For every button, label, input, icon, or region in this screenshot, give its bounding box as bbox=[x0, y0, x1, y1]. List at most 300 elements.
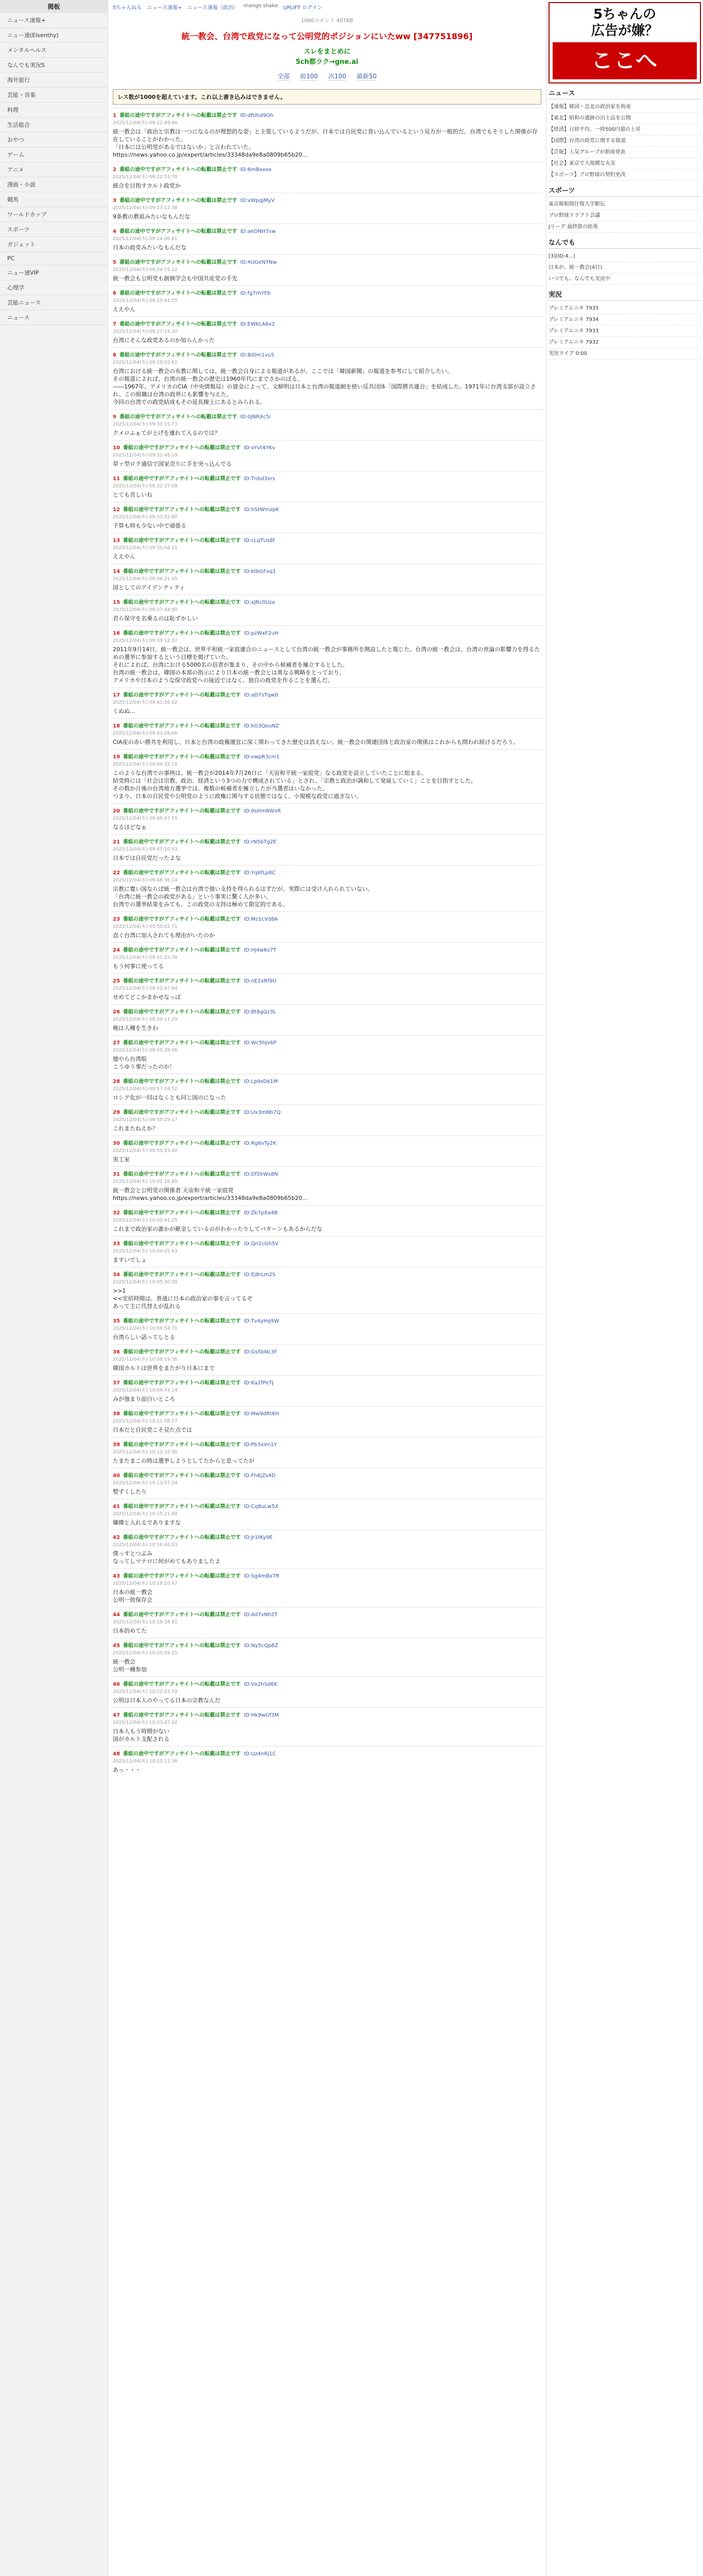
post-user-id[interactable]: ID:Vx2hSd6K bbox=[244, 1682, 278, 1687]
post-number[interactable]: 27 bbox=[113, 1040, 120, 1046]
post-header bbox=[113, 1270, 541, 1278]
post-body: 憶やら台湾版 こうゆう事だったのか！ bbox=[113, 1056, 175, 1070]
post bbox=[111, 973, 543, 1004]
post-number[interactable]: 11 bbox=[113, 476, 120, 482]
post-number[interactable]: 34 bbox=[113, 1272, 120, 1278]
side-link[interactable]: 【速報】韓国・忠北の政治家を拘束 bbox=[548, 101, 701, 113]
post-number[interactable]: 44 bbox=[113, 1612, 120, 1618]
post-user-id[interactable]: ID:nE2xRf9U bbox=[244, 978, 277, 984]
post-user-id[interactable]: ID:Wc5hJv6P bbox=[244, 1040, 277, 1046]
post bbox=[111, 1638, 543, 1676]
breadcrumb-item: mango shake bbox=[243, 3, 278, 9]
post-header bbox=[113, 1316, 541, 1324]
post-body: 日本の統一教会 公明一致保存会 bbox=[113, 1589, 152, 1603]
post-body: ロシア化が一回はなくとも同じ国のになった bbox=[113, 1094, 226, 1101]
post-user-id[interactable]: ID:Ny5cQp8Z bbox=[244, 1643, 279, 1649]
post-author: 番組の途中ですがアフィサイトへの転載は禁止です bbox=[123, 947, 241, 953]
post-author: 番組の途中ですがアフィサイトへの転載は禁止です bbox=[123, 1751, 241, 1757]
post-date: 2025/12/04(木) 09:47:10.93 bbox=[113, 847, 178, 852]
post-body: CIA産の赤い勝共を利用し、日本と台湾の政権運営に深く関わってきた歴史は消えない。統一教会の関連団体と政治家の関係はこれからも問われ続けるだろう。 bbox=[113, 739, 519, 745]
pager-latest[interactable]: 最新50 bbox=[356, 73, 377, 80]
post-date: 2025/12/04(木) 09:31:46.19 bbox=[113, 453, 178, 458]
post bbox=[111, 1166, 543, 1205]
post-number[interactable]: 19 bbox=[113, 754, 120, 760]
post-author: 番組の途中ですがアフィサイトへの転載は禁止です bbox=[123, 692, 241, 698]
post-user-id[interactable]: ID:4UGeN7Nw bbox=[240, 260, 277, 265]
post-date: 2025/12/04(木) 09:54:11.29 bbox=[113, 1017, 178, 1022]
post-user-id[interactable]: ID:vWpqjMyV bbox=[240, 198, 275, 204]
post-number[interactable]: 39 bbox=[113, 1442, 120, 1448]
post-number[interactable]: 29 bbox=[113, 1110, 120, 1115]
post-author: 番組の途中ですがアフィサイトへの転載は禁止です bbox=[119, 291, 237, 296]
post-author: 番組の途中ですがアフィサイトへの転載は禁止です bbox=[119, 113, 237, 118]
post bbox=[111, 1344, 543, 1375]
post-body: このような台湾での事例は、統一教会が2014年7月26日に「天宙和平統一家庭党」なる政党を設立していたことに始まる。 結党時には「社会は宗教、政治、経済という3つの力で構成されている」とされ、「宗教と政治が調和して発展していく」ことを目指すとした。 その数か月後の台湾地方選挙では、複数の候補者を擁立したが当選者はいなかった。 つまり、日本の自民党や公明党のように政権に関与する状態ではなく、小規模な政党に過ぎない。 bbox=[113, 770, 477, 800]
post-user-id[interactable]: ID:Jr1tKy9E bbox=[244, 1535, 273, 1540]
nav-item[interactable]: 芸能・音楽 bbox=[0, 88, 108, 103]
post-date: 2025/12/04(木) 09:44:32.18 bbox=[113, 762, 178, 767]
post-header bbox=[113, 1571, 541, 1579]
post-author: 番組の途中ですがアフィサイトへの転載は禁止です bbox=[123, 1349, 241, 1355]
post bbox=[111, 347, 543, 409]
post-date: 2025/12/04(木) 10:25:12.36 bbox=[113, 1759, 178, 1764]
side-link[interactable]: 日本が、統一教会(4日) bbox=[548, 262, 701, 274]
post-author: 番組の途中ですがアフィサイトへの転載は禁止です bbox=[119, 198, 237, 204]
post bbox=[111, 1499, 543, 1530]
nav-item[interactable]: ニュース速報+ bbox=[0, 13, 108, 28]
post-number[interactable]: 31 bbox=[113, 1172, 120, 1177]
post-user-id[interactable]: ID:Tnbd3xrs bbox=[244, 476, 276, 482]
post-user-id[interactable]: ID:dfUhd9Oh bbox=[240, 113, 273, 118]
post-author: 番組の途中ですがアフィサイトへの転載は禁止です bbox=[119, 229, 237, 234]
post-number[interactable]: 46 bbox=[113, 1682, 120, 1687]
post-user-id[interactable]: ID:fg7rhYFb bbox=[240, 291, 271, 296]
post-user-id[interactable]: ID:0jNRXc5i bbox=[240, 414, 271, 420]
post-header bbox=[113, 412, 541, 420]
post-date: 2025/12/04(木) 09:27:19.20 bbox=[113, 329, 178, 334]
post-body: 宗教に寛い国ならば統一教会は台湾で強い支持を得られるはずだが、実際には受け入れられていない。 「台湾に統一教会の政党がある」という事実に驚く人が多い。 台湾での選挙結果をみても、この政党の支持は極めて限定的である。 bbox=[113, 886, 373, 908]
post-body: みが強まり面白いところ bbox=[113, 1396, 175, 1402]
nav-list bbox=[0, 13, 108, 325]
post-author: 番組の途中ですがアフィサイトへの転載は禁止です bbox=[123, 978, 241, 984]
post-header bbox=[113, 350, 541, 358]
post-date: 2025/12/04(木) 09:59:53.40 bbox=[113, 1148, 178, 1154]
post-body: 日本では自民党だったよな bbox=[113, 855, 181, 861]
post-header bbox=[113, 1239, 541, 1247]
post-body: 統合を目指すカルト政党か bbox=[113, 182, 181, 189]
nav-item[interactable]: PC bbox=[0, 252, 108, 265]
post-header bbox=[113, 1680, 541, 1687]
post bbox=[111, 316, 543, 347]
post bbox=[111, 1676, 543, 1707]
post-author: 番組の途中ですがアフィサイトへの転載は禁止です bbox=[123, 538, 241, 544]
post-user-id[interactable]: ID:0sHm8WxR bbox=[244, 808, 281, 814]
post-header bbox=[113, 1502, 541, 1510]
post-user-id[interactable]: ID:Gs5bNc3F bbox=[244, 1349, 278, 1355]
login-link[interactable]: UPLIFT ログイン bbox=[283, 5, 323, 11]
post-author: 番組の途中ですがアフィサイトへの転載は禁止です bbox=[123, 1411, 241, 1417]
post-body: 国としてのアイデンティティ bbox=[113, 584, 185, 591]
post bbox=[111, 1267, 543, 1313]
post-header bbox=[113, 505, 541, 513]
post-number[interactable]: 24 bbox=[113, 947, 120, 953]
post-number[interactable]: 16 bbox=[113, 631, 120, 636]
nav-item[interactable]: ワールドカップ bbox=[0, 207, 108, 222]
post-number[interactable]: 45 bbox=[113, 1643, 120, 1649]
side-link[interactable]: 【スポーツ】プロ野球の契約更改 bbox=[548, 170, 701, 181]
post-author: 番組の途中ですがアフィサイトへの転載は禁止です bbox=[119, 167, 237, 173]
pager-prev[interactable]: 前100 bbox=[300, 73, 318, 80]
post-user-id[interactable]: ID:Ka2fPe7J bbox=[244, 1380, 273, 1386]
nav-item[interactable]: ニュー速VIP bbox=[0, 265, 108, 280]
post-user-id[interactable]: ID:ktbGFxq1 bbox=[244, 569, 276, 574]
post bbox=[111, 440, 543, 471]
post-user-id[interactable]: ID:Bt8gQz3L bbox=[244, 1009, 276, 1015]
post-number[interactable]: 21 bbox=[113, 839, 120, 845]
post-user-id[interactable]: ID:Uz4nRj1C bbox=[244, 1751, 276, 1757]
post-user-id[interactable]: ID:Fh6jZs4D bbox=[244, 1473, 276, 1479]
post-number[interactable]: 33 bbox=[113, 1241, 120, 1247]
post-number[interactable]: 7 bbox=[113, 321, 116, 327]
post-number[interactable]: 22 bbox=[113, 870, 120, 876]
post bbox=[111, 1074, 543, 1105]
post-author: 番組の途中ですがアフィサイトへの転載は禁止です bbox=[123, 1643, 241, 1649]
post-user-id[interactable]: ID:Ux3mNb7Q bbox=[244, 1110, 281, 1115]
post-number[interactable]: 26 bbox=[113, 1009, 120, 1015]
post-date: 2025/12/04(木) 09:24:06.81 bbox=[113, 236, 178, 242]
post-date: 2025/12/04(木) 10:05:30.09 bbox=[113, 1280, 178, 1285]
post-number[interactable]: 9 bbox=[113, 414, 116, 420]
post-list bbox=[111, 108, 543, 1777]
post-user-id[interactable]: ID:kG3QeuNZ bbox=[244, 723, 280, 729]
post-number[interactable]: 5 bbox=[113, 260, 116, 265]
post-date: 2025/12/04(木) 09:35:04.11 bbox=[113, 546, 178, 551]
side-section bbox=[548, 185, 701, 233]
left-navigation bbox=[0, 0, 108, 2576]
post-date: 2025/12/04(木) 09:39:12.37 bbox=[113, 638, 178, 643]
post-body: 日本的めてた bbox=[113, 1628, 147, 1634]
post-number[interactable]: 8 bbox=[113, 352, 116, 358]
post bbox=[111, 1236, 543, 1267]
post-number[interactable]: 37 bbox=[113, 1380, 120, 1386]
post-body: とても苦しいね bbox=[113, 492, 152, 498]
post-user-id[interactable]: ID:aD7sTqw0 bbox=[244, 692, 278, 698]
post-body: クメロふぁてが上げを連れて入るのでは？ bbox=[113, 430, 220, 436]
post-body: ますいでしょ bbox=[113, 1257, 147, 1263]
post-body: 2011年9月14日、統一教会は、世界平和統一家庭連合のニュースとして台湾の統一教会が事務所を開設したと報じた。台湾の統一教会は、台湾の世論の影響力を得るための選挙に参加するという目標を掲げていた。 それによれば、台湾における5000名の信者が集まり、その中から候補者を擁立するとした。 台湾の統一教会は、韓国の本部の指示により日本の統一教会とは異なる戦略をとっており、 アメリカや日本のような保守政党への接近ではなく、独自の政党を作ることを選んだ。 bbox=[113, 646, 540, 684]
post-number[interactable]: 41 bbox=[113, 1504, 120, 1510]
post-header bbox=[113, 945, 541, 953]
post-user-id[interactable]: ID:Zk7pXa4B bbox=[244, 1210, 278, 1216]
nav-item[interactable]: 料理 bbox=[0, 103, 108, 117]
post-body: 害工室 bbox=[113, 1156, 130, 1163]
side-section bbox=[548, 289, 701, 360]
side-link[interactable]: プロ野球ドラフト会議 bbox=[548, 210, 701, 222]
post-date: 2025/12/04(木) 09:45:47.55 bbox=[113, 816, 178, 821]
post-header bbox=[113, 1038, 541, 1046]
post-number[interactable]: 36 bbox=[113, 1349, 120, 1355]
post-author: 番組の途中ですがアフィサイトへの転載は禁止です bbox=[123, 1241, 241, 1247]
nav-item[interactable]: おやつ bbox=[0, 132, 108, 147]
post-number[interactable]: 14 bbox=[113, 569, 120, 574]
post bbox=[111, 1105, 543, 1136]
post-header bbox=[113, 752, 541, 760]
side-link[interactable]: プレミアムニキ 7933 bbox=[548, 326, 701, 337]
post-user-id[interactable]: ID:rN5bTg2E bbox=[244, 839, 277, 845]
post-number[interactable]: 20 bbox=[113, 808, 120, 814]
post-number[interactable]: 38 bbox=[113, 1411, 120, 1417]
post-user-id[interactable]: ID:Ej8rLm2S bbox=[244, 1272, 276, 1278]
post-user-id[interactable]: ID:Tv4yHq9W bbox=[244, 1318, 279, 1324]
nav-item[interactable]: アニメ bbox=[0, 162, 108, 177]
post-header bbox=[113, 976, 541, 984]
post-user-id[interactable]: ID:Mz1cVd8A bbox=[244, 917, 278, 922]
post-user-id[interactable]: ID:Yq6fLp0C bbox=[244, 870, 276, 876]
post-author: 番組の途中ですがアフィサイトへの転載は禁止です bbox=[123, 1612, 241, 1618]
post-author: 番組の途中ですがアフィサイトへの転載は禁止です bbox=[123, 808, 241, 814]
promo-link[interactable]: 5ch都ラク→gne.ai bbox=[296, 58, 358, 66]
post-body: 君ら保守を名乗るのは恥ずかしい bbox=[113, 615, 198, 622]
post-user-id[interactable]: ID:Cq8uLw5X bbox=[244, 1504, 279, 1510]
post-header bbox=[113, 629, 541, 636]
post-header bbox=[113, 196, 541, 204]
post-body: 台湾における統一教会の布教に関しては、統一教会自身による報道があるが、ここでは「韓国新聞」の報道を参考にして紹介したい。 その報道によれば、台湾の統一教会の歴史は1960年代にまでさかのぼる。 ――1967年、アメリカのCIA（中央情報局）の資金によって、文鮮明は日本と台湾の報道網を使い反共団体「国際勝共連合」を結成した。1971年に台湾支部が設立され、この組織は台湾の政界にも影響を与えた。 今回の台湾での政党結成もその延長線上にあるとみられる。 bbox=[113, 368, 536, 405]
post-number[interactable]: 32 bbox=[113, 1210, 120, 1216]
post-body: 嫌韓と入れるでありますな bbox=[113, 1519, 181, 1526]
post bbox=[111, 1437, 543, 1468]
post-author: 番組の途中ですがアフィサイトへの転載は禁止です bbox=[123, 1573, 241, 1579]
post-header bbox=[113, 690, 541, 698]
pager-all[interactable]: 全部 bbox=[277, 73, 290, 80]
nav-item[interactable]: ゲーム bbox=[0, 147, 108, 162]
post bbox=[111, 1035, 543, 1074]
nav-item[interactable]: 競馬 bbox=[0, 192, 108, 207]
post-date: 2025/12/04(木) 09:36:21.45 bbox=[113, 577, 178, 582]
post-number[interactable]: 42 bbox=[113, 1535, 120, 1540]
post-date: 2025/12/04(木) 09:28:02.61 bbox=[113, 360, 178, 365]
side-link[interactable]: 【社会】東京で大規模な火災 bbox=[548, 158, 701, 170]
post-author: 番組の途中ですがアフィサイトへの転載は禁止です bbox=[123, 476, 241, 482]
nav-item[interactable]: なんでも実況S bbox=[0, 58, 108, 73]
side-section-title: スポーツ bbox=[548, 185, 701, 197]
post-header bbox=[113, 443, 541, 451]
post-date: 2025/12/04(木) 09:43:08.66 bbox=[113, 731, 178, 736]
post-body: ええやん bbox=[113, 553, 135, 560]
nav-item[interactable]: メンタルヘルス bbox=[0, 43, 108, 58]
side-link[interactable]: Jリーグ 最終節の結果 bbox=[548, 222, 701, 233]
post bbox=[111, 285, 543, 316]
post-author: 番組の途中ですがアフィサイトへの転載は禁止です bbox=[123, 445, 241, 451]
post bbox=[111, 1707, 543, 1746]
ad-cta: ここへ bbox=[553, 42, 697, 79]
post-user-id[interactable]: ID:aeONH7sw bbox=[240, 229, 276, 234]
side-section-title: なんでも bbox=[548, 237, 701, 249]
ad-text: 広告が嫌？ bbox=[591, 23, 658, 39]
post-body: たまたまこの時は選挙しようとしてたからと思ってたが bbox=[113, 1458, 254, 1464]
post-number[interactable]: 6 bbox=[113, 291, 116, 296]
post-number[interactable]: 25 bbox=[113, 978, 120, 984]
post-author: 番組の途中ですがアフィサイトへの転載は禁止です bbox=[123, 754, 241, 760]
post-date: 2025/12/04(木) 09:22:53.78 bbox=[113, 175, 178, 180]
post bbox=[111, 1607, 543, 1638]
post-body: 統一教会も公明党も創価学会も中国共産党の手先 bbox=[113, 275, 237, 282]
post-number[interactable]: 13 bbox=[113, 538, 120, 544]
post-user-id[interactable]: ID:hStWmzpK bbox=[244, 507, 279, 513]
post-date: 2025/12/04(木) 10:12:32.90 bbox=[113, 1450, 178, 1455]
post bbox=[111, 942, 543, 973]
nav-item[interactable]: ガジェット bbox=[0, 237, 108, 252]
post-date: 2025/12/04(木) 10:08:19.36 bbox=[113, 1357, 178, 1362]
post-number[interactable]: 23 bbox=[113, 917, 120, 922]
post-body: もう何事に使ってる bbox=[113, 963, 164, 970]
nav-item[interactable]: 海外旅行 bbox=[0, 73, 108, 88]
post-number[interactable]: 17 bbox=[113, 692, 120, 698]
post-date: 2025/12/04(木) 09:48:36.14 bbox=[113, 878, 178, 883]
side-link[interactable]: 【国際】台湾の政党に関する報道 bbox=[548, 135, 701, 147]
post-body: 台湾らしい話ってしとる bbox=[113, 1334, 175, 1341]
post-header bbox=[113, 227, 541, 234]
post-user-id[interactable]: ID:cLqTUs8f bbox=[244, 538, 275, 544]
post-body: ええやん bbox=[113, 306, 135, 313]
nav-item[interactable]: 芸能ニュース bbox=[0, 295, 108, 310]
post-header bbox=[113, 474, 541, 482]
ad-banner[interactable] bbox=[548, 2, 701, 83]
post-user-id[interactable]: ID:Sg4mBx7R bbox=[244, 1573, 280, 1579]
post-date: 2025/12/04(木) 10:15:21.68 bbox=[113, 1512, 178, 1517]
post-number[interactable]: 40 bbox=[113, 1473, 120, 1479]
nav-item[interactable]: 漫画・小説 bbox=[0, 177, 108, 192]
post-author: 番組の途中ですがアフィサイトへの転載は禁止です bbox=[123, 1535, 241, 1540]
post-user-id[interactable]: ID:Hk9wGf3M bbox=[244, 1713, 279, 1718]
post-date: 2025/12/04(木) 09:24:55.12 bbox=[113, 267, 178, 273]
post-number[interactable]: 43 bbox=[113, 1573, 120, 1579]
side-link[interactable]: 【東北】昭和の遺跡の出土品を公開 bbox=[548, 113, 701, 124]
post bbox=[111, 255, 543, 285]
post bbox=[111, 193, 543, 224]
post bbox=[111, 625, 543, 687]
post-user-id[interactable]: ID:Hj4wKs7T bbox=[244, 947, 277, 953]
post-user-id[interactable]: ID:BiDm1vu5 bbox=[240, 352, 275, 358]
post-number[interactable]: 3 bbox=[113, 198, 116, 204]
post-body: 予算も時も少ない中で頑張る bbox=[113, 522, 186, 529]
post-number[interactable]: 1 bbox=[113, 113, 116, 118]
side-link[interactable]: 【経済】日経平均、一時500円超の上昇 bbox=[548, 124, 701, 135]
thread-meta: 1000コメント 407KB bbox=[301, 18, 353, 24]
side-link[interactable]: 【芸能】人気グループが新曲発表 bbox=[548, 147, 701, 158]
pager bbox=[111, 67, 543, 86]
post-number[interactable]: 28 bbox=[113, 1079, 120, 1084]
post-number[interactable]: 4 bbox=[113, 229, 116, 234]
post-header bbox=[113, 1170, 541, 1177]
post bbox=[111, 911, 543, 942]
post bbox=[111, 1136, 543, 1166]
post-body: 僕っすとつぶみ なってしマナロに何がめてもありましたよ bbox=[113, 1550, 220, 1565]
post-user-id[interactable]: ID:Rg6vTy2K bbox=[244, 1141, 277, 1146]
post-user-id[interactable]: ID:Mw9dRt6H bbox=[244, 1411, 279, 1417]
post bbox=[111, 1746, 543, 1777]
post-user-id[interactable]: ID:pzWxF2uH bbox=[244, 631, 279, 636]
post-header bbox=[113, 1749, 541, 1757]
breadcrumb-item[interactable]: ニュース速報+ bbox=[147, 5, 182, 11]
post-author: 番組の途中ですがアフィサイトへの転載は禁止です bbox=[123, 839, 241, 845]
post-number[interactable]: 2 bbox=[113, 167, 116, 173]
post-date: 2025/12/04(木) 09:37:44.90 bbox=[113, 607, 178, 613]
side-link[interactable]: [3](ID:4...) bbox=[548, 251, 701, 262]
post-user-id[interactable]: ID:Pb3xVn1Y bbox=[244, 1442, 277, 1448]
summary-promo bbox=[111, 47, 543, 67]
nav-item[interactable]: ニュー速(Elsenthy) bbox=[0, 28, 108, 43]
post-user-id[interactable]: ID:Ad7vNh2T bbox=[244, 1612, 278, 1618]
post-number[interactable]: 47 bbox=[113, 1713, 120, 1718]
post-user-id[interactable]: ID:Qn1cGh5V bbox=[244, 1241, 279, 1247]
post-user-id[interactable]: ID:Df2kWs8N bbox=[244, 1172, 278, 1177]
post bbox=[111, 1375, 543, 1406]
post-body: 日本だと自民党こそ見た点では bbox=[113, 1427, 192, 1433]
post-author: 番組の途中ですがアフィサイトへの転載は禁止です bbox=[123, 1380, 241, 1386]
post-header bbox=[113, 721, 541, 729]
post-author: 番組の途中ですがアフィサイトへの転載は禁止です bbox=[123, 1110, 241, 1115]
post-header bbox=[113, 319, 541, 327]
post-user-id[interactable]: ID:vYvt4YKv bbox=[244, 445, 276, 451]
breadcrumb-item[interactable]: 5ちゃんねる bbox=[113, 5, 142, 11]
post-date: 2025/12/04(木) 09:52:47.84 bbox=[113, 986, 178, 991]
side-link[interactable]: プレミアムニキ 7934 bbox=[548, 314, 701, 326]
side-link[interactable]: プレミアムニキ 7932 bbox=[548, 337, 701, 348]
post-author: 番組の途中ですがアフィサイトへの転載は禁止です bbox=[119, 260, 237, 265]
post-date: 2025/12/04(木) 09:58:29.17 bbox=[113, 1117, 178, 1123]
pager-next[interactable]: 次100 bbox=[328, 73, 347, 80]
side-link[interactable]: 実況ライブ 0:00 bbox=[548, 348, 701, 360]
post-date: 2025/12/04(木) 10:01:16.88 bbox=[113, 1179, 178, 1184]
post-header bbox=[113, 1007, 541, 1015]
post-author: 番組の途中ですがアフィサイトへの転載は禁止です bbox=[119, 352, 237, 358]
post-header bbox=[113, 1610, 541, 1618]
post-body: あっ・・・ bbox=[113, 1767, 141, 1773]
post-number[interactable]: 30 bbox=[113, 1141, 120, 1146]
post-user-id[interactable]: ID:vwpR3cm1 bbox=[244, 754, 280, 760]
post-number[interactable]: 15 bbox=[113, 600, 120, 605]
nav-item[interactable]: スポーツ bbox=[0, 222, 108, 237]
post-number[interactable]: 10 bbox=[113, 445, 120, 451]
post bbox=[111, 1568, 543, 1607]
nav-item[interactable]: 生活総合 bbox=[0, 117, 108, 132]
post-number[interactable]: 48 bbox=[113, 1751, 120, 1757]
nav-item[interactable]: ニュース bbox=[0, 310, 108, 325]
post-author: 番組の途中ですがアフィサイトへの転載は禁止です bbox=[123, 1210, 241, 1216]
post-number[interactable]: 18 bbox=[113, 723, 120, 729]
post-date: 2025/12/04(木) 10:22:23.59 bbox=[113, 1689, 178, 1694]
post-user-id[interactable]: ID:EWkLA6x2 bbox=[240, 321, 275, 327]
side-section bbox=[548, 237, 701, 285]
promo-line: スレをまとめに bbox=[303, 48, 351, 56]
post-user-id[interactable]: ID:6mBxxxx bbox=[240, 167, 272, 173]
post-number[interactable]: 12 bbox=[113, 507, 120, 513]
post-date: 2025/12/04(木) 09:21:49.46 bbox=[113, 121, 178, 126]
breadcrumb-item[interactable]: ニュース速報（政治） bbox=[187, 5, 238, 11]
post-number[interactable]: 35 bbox=[113, 1318, 120, 1324]
nav-item[interactable]: 心理学 bbox=[0, 280, 108, 295]
post-date: 2025/12/04(木) 10:04:05.63 bbox=[113, 1249, 178, 1254]
post-header bbox=[113, 1710, 541, 1718]
post-user-id[interactable]: ID:Lp9sDk1M bbox=[244, 1079, 278, 1084]
post-body: 整ずくしたり bbox=[113, 1488, 147, 1495]
post-user-id[interactable]: ID:xJRc0Uza bbox=[244, 600, 275, 605]
post-header bbox=[113, 1471, 541, 1479]
side-link[interactable]: 東京箱根間往復大学駅伝 bbox=[548, 199, 701, 210]
side-link[interactable]: プレミアムニキ 7935 bbox=[548, 303, 701, 314]
side-link[interactable]: いつでも、なんでも実況中 bbox=[548, 274, 701, 285]
post bbox=[111, 162, 543, 193]
